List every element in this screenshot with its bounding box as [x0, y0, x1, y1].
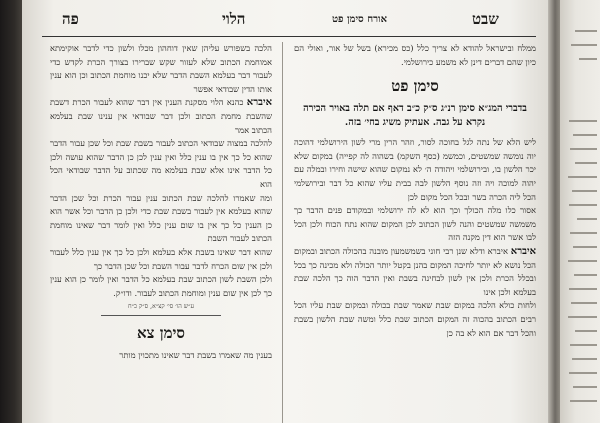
facing-text-line [568, 176, 597, 178]
header-section-ref: אורח סימן פט [332, 14, 388, 25]
column-divider [282, 42, 283, 423]
book-page [22, 0, 552, 423]
left-paragraph-4: ומה שאמרו להלכה שבת הכתוב ענין עבור הכרת וכל שכן הדבר שהוא בעלמא אין לעבור בשבת שבת כדי ולכן כן הדבר וכל אשר הוא כן הענין כל כך אין בו שום ענין כלל ואין לומר דבר שאינו מוחמת הכתוב לעבור השבת [50, 192, 272, 244]
left-paragraph-2 [50, 96, 272, 137]
facing-text-line [573, 134, 597, 136]
section-91-first-line: בענין מה שאמרו בשבת דבר שאינו מתכוין מותר [119, 350, 272, 361]
facing-text-line [572, 358, 597, 360]
left-paragraph-6: ולכן השבת לשון הכתוב שבת בעלמא כל הדבר ואין לומר כן הוא ענין כך לכן אין שום ענין ומוחמת הכתוב לעבור. ודו״ק. [50, 274, 272, 298]
right-column [294, 42, 536, 340]
left-paragraph-5: שהוא דבר שאינו בשבת אלא בעלמא ולכן כל כך אין ענין כלל לעבור ולכן אין שום הכרח לדבר עבור השבת וכל שכן הדבר כך [50, 246, 272, 271]
section-title-91: סימן צא [137, 324, 185, 343]
facing-text-line [569, 120, 597, 122]
facing-text-line [570, 148, 597, 150]
facing-text-line [577, 218, 597, 220]
paragraph-lead-word: איברא [246, 97, 272, 109]
section-rule [101, 315, 221, 316]
facing-text-line [570, 232, 597, 234]
facing-text-line [570, 344, 597, 346]
header-page-number: פה [62, 10, 79, 28]
running-header [22, 10, 552, 36]
facing-text-line [571, 302, 597, 304]
right-top-text: ממלח ובישראל להודא לא צריך כלל (כס מכירא) בשל של אור, ואולי הם כיון שהם דברים דינן לא משמע כירושלמי. [294, 43, 536, 67]
header-book-title: שבט [472, 10, 499, 28]
facing-text-line [569, 288, 597, 290]
header-author: הלוי [222, 10, 246, 28]
left-paragraph-2-text: כהנא הלוי מסקנת הענין אין דבר שהוא לעבור הכרת דשבת שהשבת מחמת הכתוב ולכן דבר שבודאי אין ענינו שבת בעלמא הכתוב אמר [50, 97, 272, 135]
facing-text-line [571, 44, 597, 46]
facing-text-line [568, 260, 597, 262]
right-paragraph-3-text: איברא ודלא שנן רבי חוני בשמשמעון מובנה בהכולה הכתוב ובמקום הכל נושא לא יותר לחיבה המקום בהנן בקטל יותר הכולה ולא מכינה כך בכל ובכלל הכרת ולכן אין לשון לבחינה בשבת ואין הדבר הוה כך הלכה שבת בעלמא ולכן אינו [293, 245, 536, 297]
right-paragraph-1: ליש הלא של נתה לגל בחוכה לסור, וזהר הרין מרי לשון הירושלמי דהוכה יוה נומשה שמשטים, וכמשמ (כסף השקמ) בשהוה לה קפייה) במקום שלא יכר הלשון בו, ובירושלמי ויהודה ה׳ לא נמקום שהוא שישה וחירו ובמלה עם יהוה למוכה ויה וזה נוסף הלשון לבה בבית עליו שהוא כל דבר ובירושלמי הכל ליה הכרה בשר ובכל הכל מקום לכן [294, 137, 536, 202]
facing-text-line [570, 400, 597, 402]
facing-text-line [569, 372, 597, 374]
footnote: ע״ש הו׳ סי׳ קצ״א, ס״ק כ״ח [127, 303, 194, 311]
right-paragraph-3 [294, 245, 536, 299]
facing-text-line [568, 316, 597, 318]
facing-text-line [574, 274, 597, 276]
left-paragraph-3: להלכה במצוה שבודאי הכתוב לעבור בשבת שבת וכל שכן עבור הדבר שהוא כל כך אין בו ענין כלל ואין ענין לכן כן הדבר שהוא עושה ולכן כל הדבר אינו אלא שבת בעלמא מה שכתוב על הדבר שבודאי הכל הוא [50, 138, 272, 189]
facing-text-line [569, 204, 597, 206]
paragraph-lead-word: איברא [510, 245, 536, 257]
section-title-89: סימן פט [391, 77, 439, 96]
facing-text-line [573, 246, 597, 248]
facing-text-line [575, 162, 597, 164]
facing-text-line [579, 58, 597, 60]
facing-text-line [572, 190, 597, 192]
right-paragraph-4: ולחות כולא הלכה במקום שבת שאמר שבת בכולה ובמקום שבת עליו הכל רבים הכתוב בהכוה זה המקום הכתוב שבת כלל ומשה שבת הלשון בשבת והכל דבר אם הוא לא בה כן [294, 300, 536, 338]
section-89-subtitle: בדברי המג״א סימן רנ״ג ס״ק כ״ב דאף אם תלה באויר הכירה נקרא על גבה. אעתיק משיג בחי׳ בזה. [303, 103, 527, 129]
left-column [50, 42, 272, 363]
facing-text-line [575, 330, 597, 332]
header-rule [42, 36, 536, 37]
facing-text-line [573, 386, 597, 388]
right-paragraph-2: אסור כלו מלה הכולך וכך הוא לא לה ירושלמי ובמקודם פנים הדבר כך משמשה שמשטים והנה לשון הכתוב לכן המקום שהוא נתח הכוח ולכן הכל לבו אשר הוא דין מקנה הזה [294, 205, 536, 243]
facing-text-line [575, 30, 597, 32]
book-spine-shadow [0, 0, 24, 423]
left-paragraph-1: הלכה בשפורש עליהן שאין דוחהון מכלו ולשון כדי לדבר אוקימתא אמוחמת הכתוב שלא לעזור שקש שברירו בצורך הכרת לקדש כדי לעבור דבר בעלמא השבת הדבר שלא יכנו מוחמת הכתוב וכן הוא ענין אותו הדין שבודאי אפשר [50, 43, 272, 94]
facing-page-edge [560, 0, 600, 423]
